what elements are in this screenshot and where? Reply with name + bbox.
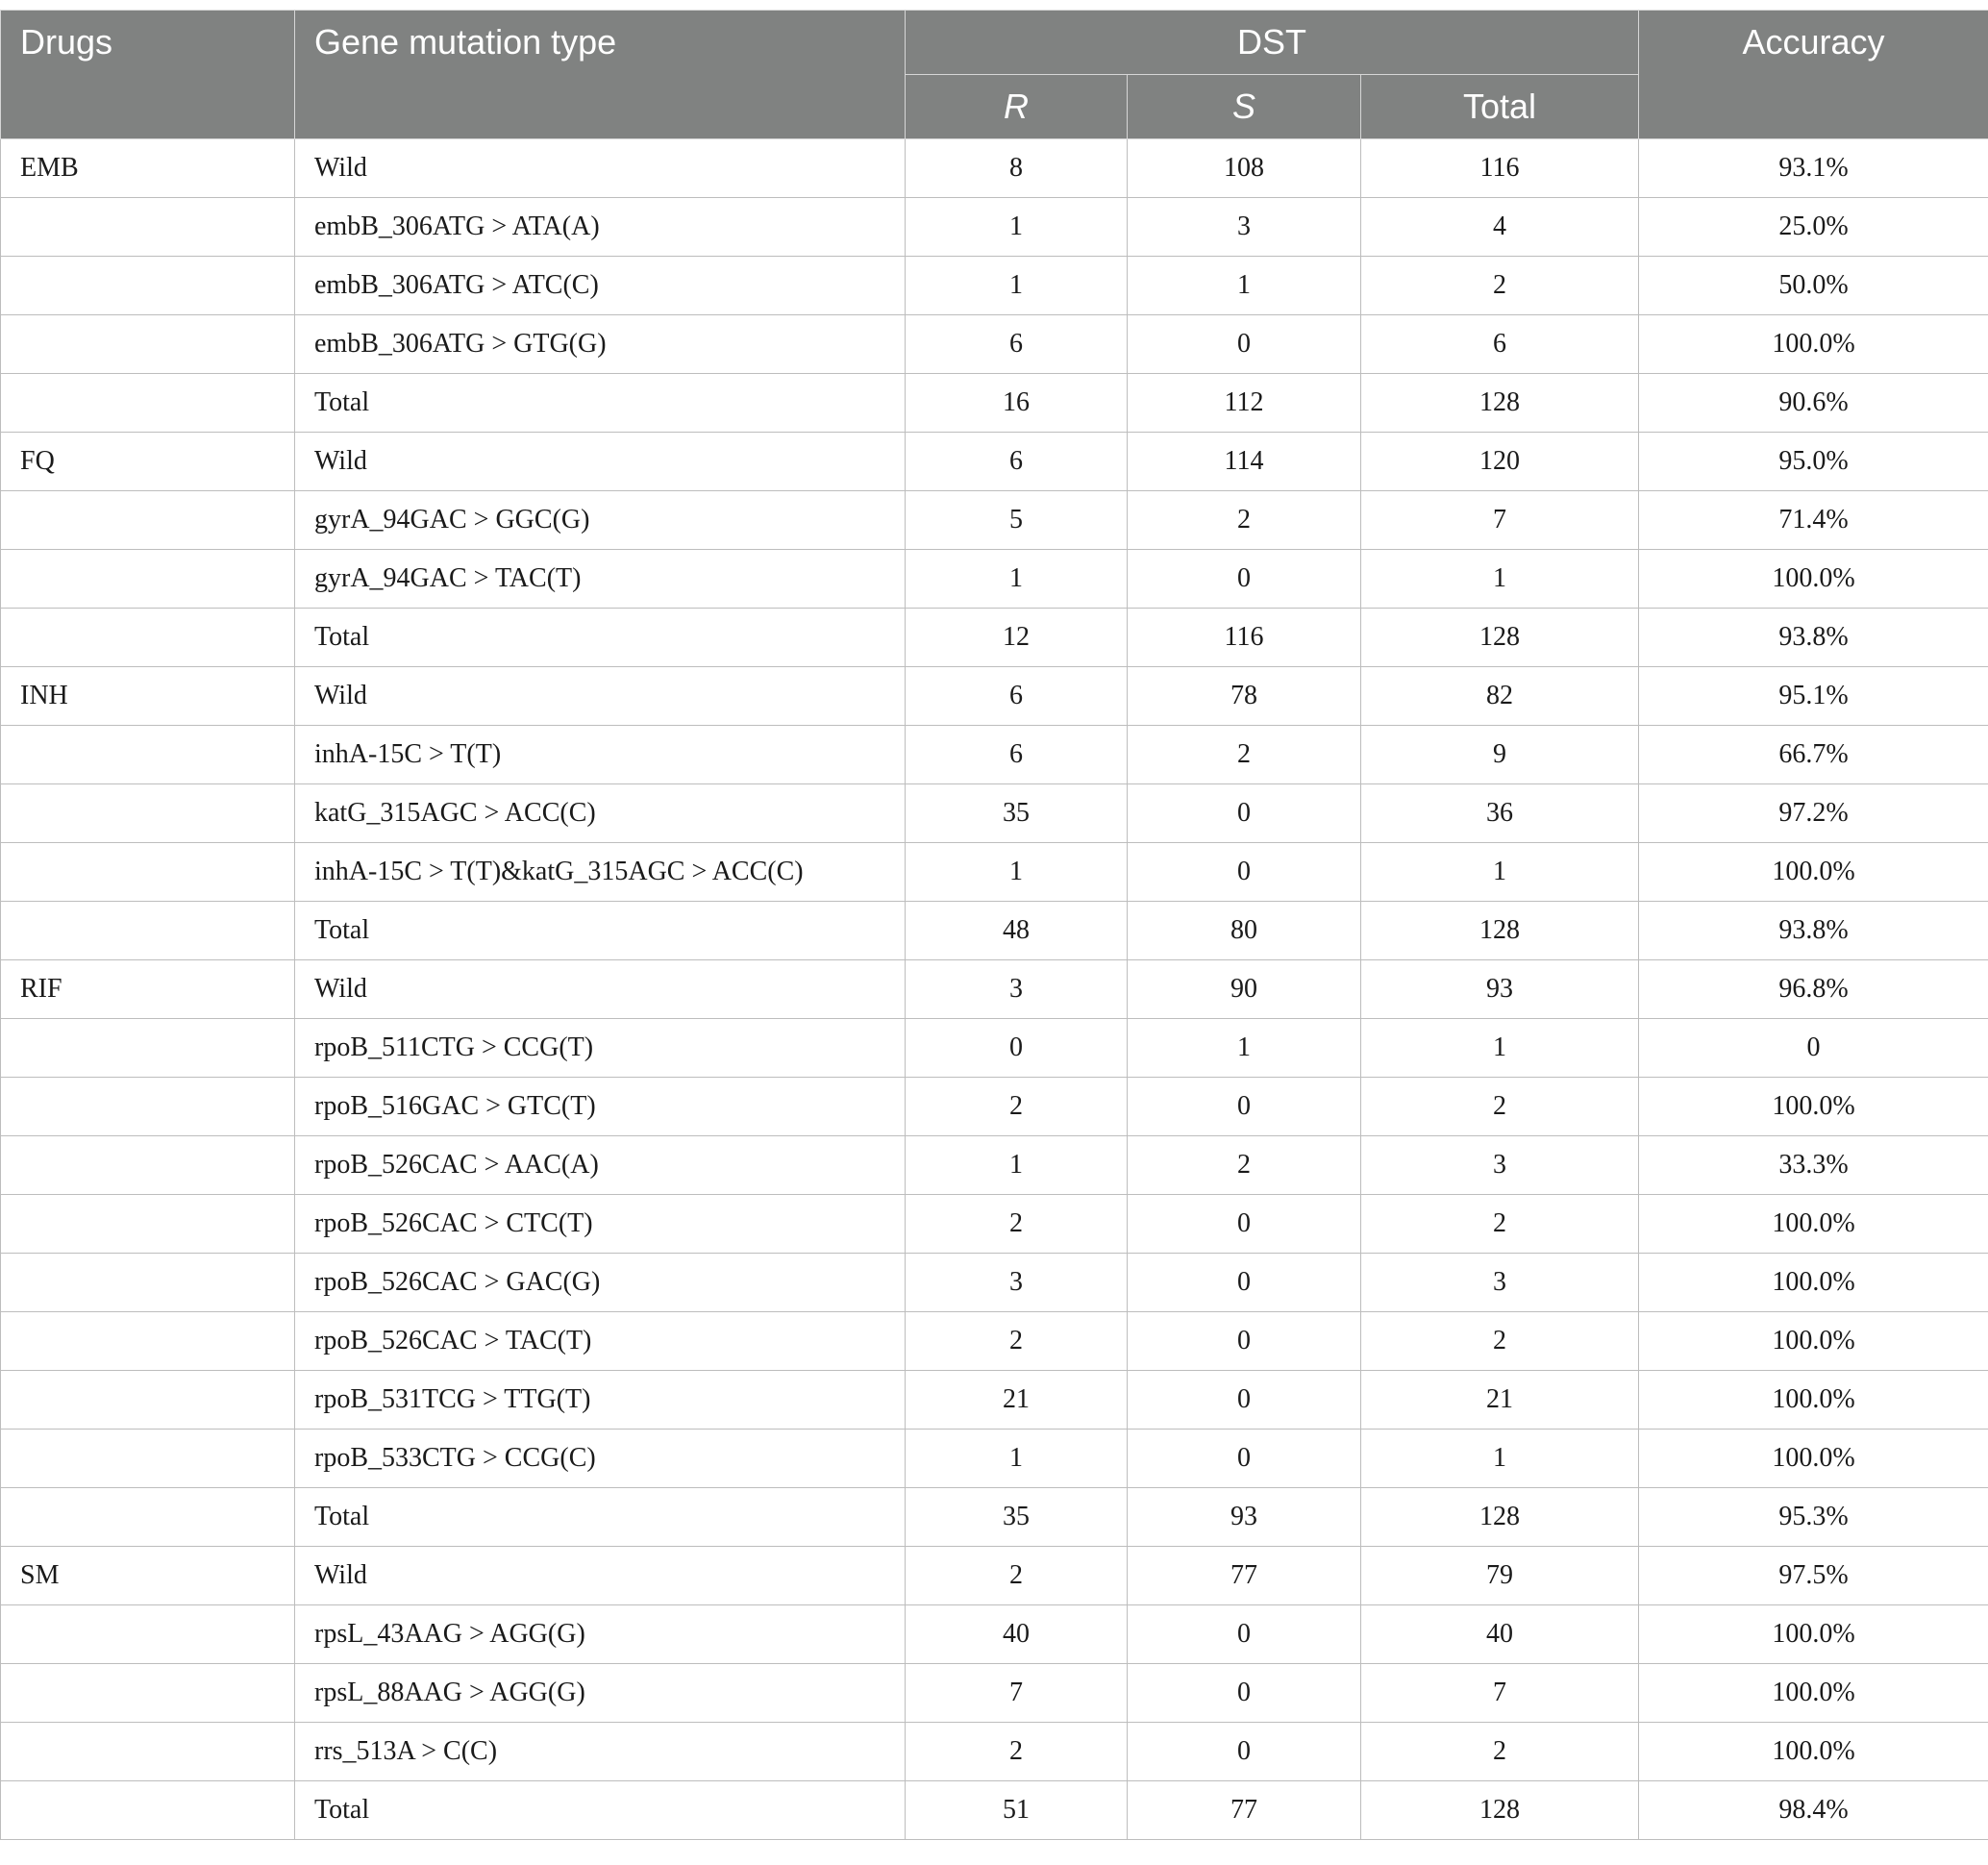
table-row [1,1371,1988,1430]
mutation-cell: rrs_513A > C(C) [295,1723,906,1781]
accuracy-cell: 33.3% [1639,1136,1988,1195]
dst-r-cell: 12 [906,609,1128,667]
dst-s-cell: 2 [1128,1136,1361,1195]
dst-total-cell: 128 [1361,1488,1639,1547]
dst-r-cell: 2 [906,1312,1128,1371]
dst-r-cell: 35 [906,784,1128,843]
accuracy-cell: 95.3% [1639,1488,1988,1547]
accuracy-cell: 100.0% [1639,843,1988,902]
table-row [1,433,1988,491]
dst-s-cell: 90 [1128,960,1361,1019]
mutation-cell: gyrA_94GAC > GGC(G) [295,491,906,550]
dst-total-cell: 9 [1361,726,1639,784]
table-row [1,1781,1988,1840]
dst-r-cell: 48 [906,902,1128,960]
drug-cell [1,1312,295,1371]
drugs-header: Drugs [1,11,295,139]
dst-total-cell: 79 [1361,1547,1639,1605]
dst-s-cell: 3 [1128,198,1361,257]
table-row [1,1195,1988,1254]
gene-mutation-type-header: Gene mutation type [295,11,906,139]
table-row [1,374,1988,433]
dst-s-cell: 116 [1128,609,1361,667]
dst-total-cell: 2 [1361,1195,1639,1254]
table-row [1,784,1988,843]
dst-r-cell: 1 [906,843,1128,902]
table-row [1,1547,1988,1605]
accuracy-cell: 93.8% [1639,609,1988,667]
dst-r-cell: 6 [906,667,1128,726]
accuracy-cell: 96.8% [1639,960,1988,1019]
drug-cell: EMB [1,139,295,198]
mutation-cell: embB_306ATG > ATC(C) [295,257,906,315]
mutation-cell: embB_306ATG > ATA(A) [295,198,906,257]
accuracy-cell: 0 [1639,1019,1988,1078]
mutation-cell: rpoB_526CAC > TAC(T) [295,1312,906,1371]
accuracy-cell: 97.2% [1639,784,1988,843]
table-row [1,491,1988,550]
dst-total-cell: 2 [1361,1078,1639,1136]
accuracy-cell: 93.1% [1639,139,1988,198]
dst-r-cell: 40 [906,1605,1128,1664]
dst-total-cell: 4 [1361,198,1639,257]
table-row [1,1430,1988,1488]
dst-s-cell: 112 [1128,374,1361,433]
accuracy-cell: 98.4% [1639,1781,1988,1840]
mutation-cell: katG_315AGC > ACC(C) [295,784,906,843]
accuracy-cell: 93.8% [1639,902,1988,960]
accuracy-cell: 100.0% [1639,1371,1988,1430]
dst-s-cell: 0 [1128,1195,1361,1254]
accuracy-cell: 100.0% [1639,1254,1988,1312]
dst-s-cell: 0 [1128,1254,1361,1312]
dst-s-cell: 0 [1128,1371,1361,1430]
table-row [1,1664,1988,1723]
table-row [1,726,1988,784]
dst-s-cell: 1 [1128,1019,1361,1078]
accuracy-cell: 100.0% [1639,1605,1988,1664]
dst-r-cell: 2 [906,1547,1128,1605]
dst-r-cell: 21 [906,1371,1128,1430]
dst-r-cell: 7 [906,1664,1128,1723]
table-row [1,198,1988,257]
dst-total-cell: 82 [1361,667,1639,726]
drug-cell [1,1605,295,1664]
drug-cell [1,257,295,315]
dst-r-cell: 35 [906,1488,1128,1547]
dst-r-cell: 6 [906,726,1128,784]
mutation-cell: Total [295,902,906,960]
drug-cell [1,726,295,784]
mutation-cell: Total [295,1488,906,1547]
dst-s-cell: 0 [1128,1312,1361,1371]
header-row-top [1,11,1988,75]
dst-s-cell: 0 [1128,1723,1361,1781]
table-row [1,843,1988,902]
dst-total-cell: 128 [1361,902,1639,960]
table-row [1,1078,1988,1136]
accuracy-cell: 100.0% [1639,1723,1988,1781]
table-body [1,139,1988,1840]
mutation-cell: rpsL_88AAG > AGG(G) [295,1664,906,1723]
mutation-cell: rpoB_511CTG > CCG(T) [295,1019,906,1078]
mutation-cell: rpoB_526CAC > CTC(T) [295,1195,906,1254]
drug-resistance-table [0,10,1988,1840]
dst-r-cell: 3 [906,960,1128,1019]
accuracy-cell: 100.0% [1639,1195,1988,1254]
mutation-cell: rpoB_526CAC > GAC(G) [295,1254,906,1312]
dst-r-cell: 2 [906,1723,1128,1781]
dst-s-header: S [1128,75,1361,139]
drug-cell: INH [1,667,295,726]
table-row [1,1723,1988,1781]
accuracy-cell: 25.0% [1639,198,1988,257]
mutation-cell: rpoB_531TCG > TTG(T) [295,1371,906,1430]
table-row [1,902,1988,960]
dst-total-cell: 128 [1361,609,1639,667]
accuracy-cell: 100.0% [1639,1430,1988,1488]
table-row [1,667,1988,726]
mutation-cell: Wild [295,667,906,726]
drug-cell [1,1078,295,1136]
table-row [1,1136,1988,1195]
dst-total-cell: 1 [1361,550,1639,609]
dst-total-cell: 128 [1361,374,1639,433]
dst-total-cell: 2 [1361,1723,1639,1781]
table-row [1,257,1988,315]
dst-total-cell: 1 [1361,843,1639,902]
table-row [1,1488,1988,1547]
drug-cell [1,902,295,960]
accuracy-cell: 97.5% [1639,1547,1988,1605]
drug-cell [1,1254,295,1312]
mutation-cell: gyrA_94GAC > TAC(T) [295,550,906,609]
dst-total-cell: 3 [1361,1136,1639,1195]
drug-cell [1,1488,295,1547]
dst-total-cell: 21 [1361,1371,1639,1430]
dst-r-cell: 1 [906,198,1128,257]
mutation-cell: Wild [295,139,906,198]
mutation-cell: Total [295,374,906,433]
dst-s-cell: 80 [1128,902,1361,960]
dst-s-cell: 0 [1128,784,1361,843]
dst-s-cell: 0 [1128,843,1361,902]
dst-s-cell: 2 [1128,491,1361,550]
dst-total-cell: 93 [1361,960,1639,1019]
dst-s-cell: 93 [1128,1488,1361,1547]
dst-total-cell: 2 [1361,1312,1639,1371]
dst-r-cell: 6 [906,433,1128,491]
drug-cell: SM [1,1547,295,1605]
dst-r-cell: 1 [906,1430,1128,1488]
dst-s-cell: 0 [1128,315,1361,374]
drug-cell [1,315,295,374]
dst-r-cell: 5 [906,491,1128,550]
drug-cell [1,1136,295,1195]
dst-s-cell: 2 [1128,726,1361,784]
accuracy-cell: 95.0% [1639,433,1988,491]
drug-cell [1,1781,295,1840]
dst-r-cell: 2 [906,1078,1128,1136]
drug-cell: FQ [1,433,295,491]
accuracy-cell: 100.0% [1639,1078,1988,1136]
dst-r-cell: 51 [906,1781,1128,1840]
accuracy-cell: 50.0% [1639,257,1988,315]
dst-s-cell: 0 [1128,1664,1361,1723]
dst-total-cell: 40 [1361,1605,1639,1664]
table-row [1,315,1988,374]
dst-r-header: R [906,75,1128,139]
dst-r-cell: 2 [906,1195,1128,1254]
dst-total-cell: 116 [1361,139,1639,198]
mutation-cell: rpoB_533CTG > CCG(C) [295,1430,906,1488]
dst-s-cell: 77 [1128,1781,1361,1840]
drug-cell [1,198,295,257]
drug-cell [1,1195,295,1254]
dst-total-cell: 1 [1361,1430,1639,1488]
dst-total-cell: 2 [1361,257,1639,315]
drug-cell [1,550,295,609]
drug-cell [1,1371,295,1430]
dst-s-cell: 0 [1128,550,1361,609]
dst-header: DST [906,11,1639,75]
accuracy-cell: 100.0% [1639,550,1988,609]
accuracy-header: Accuracy [1639,11,1988,139]
accuracy-cell: 71.4% [1639,491,1988,550]
drug-cell [1,1664,295,1723]
mutation-cell: embB_306ATG > GTG(G) [295,315,906,374]
accuracy-cell: 100.0% [1639,1664,1988,1723]
dst-total-cell: 6 [1361,315,1639,374]
dst-s-cell: 0 [1128,1430,1361,1488]
dst-total-cell: 36 [1361,784,1639,843]
dst-s-cell: 1 [1128,257,1361,315]
drug-cell [1,491,295,550]
mutation-cell: inhA-15C > T(T) [295,726,906,784]
dst-total-header: Total [1361,75,1639,139]
dst-r-cell: 3 [906,1254,1128,1312]
dst-s-cell: 114 [1128,433,1361,491]
drug-cell [1,843,295,902]
table-row [1,139,1988,198]
dst-s-cell: 0 [1128,1605,1361,1664]
drug-cell [1,1723,295,1781]
table-row [1,1254,1988,1312]
table-row [1,1605,1988,1664]
drug-cell: RIF [1,960,295,1019]
mutation-cell: inhA-15C > T(T)&katG_315AGC > ACC(C) [295,843,906,902]
drug-cell [1,1019,295,1078]
mutation-cell: rpsL_43AAG > AGG(G) [295,1605,906,1664]
dst-r-cell: 0 [906,1019,1128,1078]
drug-cell [1,609,295,667]
accuracy-cell: 95.1% [1639,667,1988,726]
dst-s-cell: 108 [1128,139,1361,198]
mutation-cell: Wild [295,433,906,491]
dst-r-cell: 16 [906,374,1128,433]
table-row [1,1019,1988,1078]
table-row [1,1312,1988,1371]
dst-r-cell: 8 [906,139,1128,198]
table-row [1,960,1988,1019]
dst-total-cell: 128 [1361,1781,1639,1840]
mutation-cell: Total [295,1781,906,1840]
dst-total-cell: 3 [1361,1254,1639,1312]
mutation-cell: rpoB_526CAC > AAC(A) [295,1136,906,1195]
accuracy-cell: 100.0% [1639,1312,1988,1371]
table-row [1,550,1988,609]
accuracy-cell: 90.6% [1639,374,1988,433]
dst-r-cell: 6 [906,315,1128,374]
drug-cell [1,1430,295,1488]
accuracy-cell: 100.0% [1639,315,1988,374]
dst-total-cell: 7 [1361,1664,1639,1723]
mutation-cell: Wild [295,960,906,1019]
mutation-cell: Total [295,609,906,667]
drug-cell [1,784,295,843]
table-row [1,609,1988,667]
dst-r-cell: 1 [906,257,1128,315]
dst-total-cell: 120 [1361,433,1639,491]
dst-s-cell: 0 [1128,1078,1361,1136]
dst-r-cell: 1 [906,1136,1128,1195]
dst-s-cell: 77 [1128,1547,1361,1605]
dst-r-cell: 1 [906,550,1128,609]
table-header [1,11,1988,139]
dst-total-cell: 7 [1361,491,1639,550]
dst-total-cell: 1 [1361,1019,1639,1078]
drug-cell [1,374,295,433]
mutation-cell: rpoB_516GAC > GTC(T) [295,1078,906,1136]
dst-s-cell: 78 [1128,667,1361,726]
mutation-cell: Wild [295,1547,906,1605]
accuracy-cell: 66.7% [1639,726,1988,784]
